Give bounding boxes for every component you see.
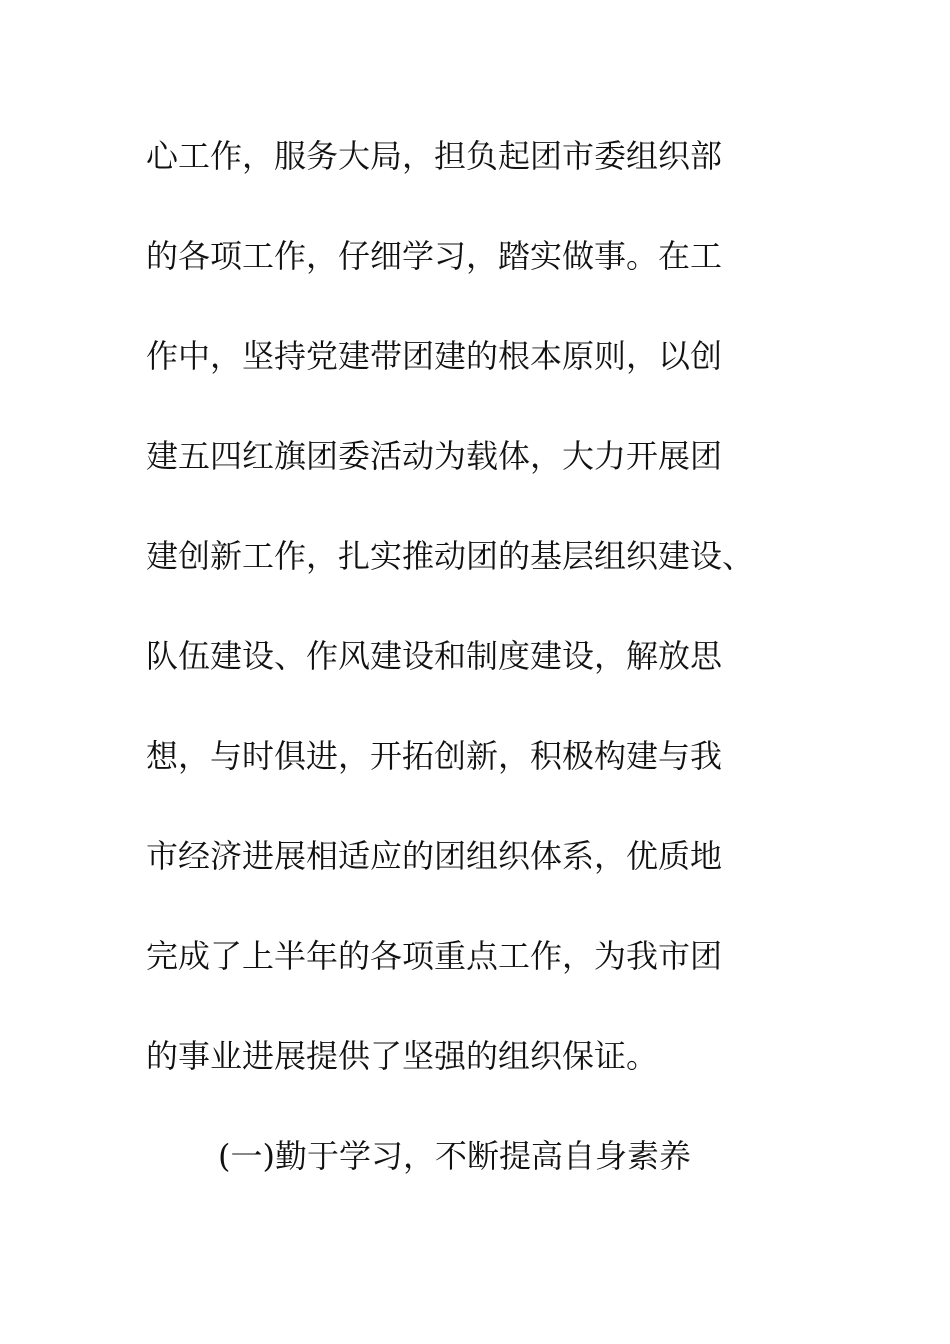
paragraph-line: 完成了上半年的各项重点工作，为我市团 bbox=[146, 937, 723, 975]
paragraph-line: 建五四红旗团委活动为载体，大力开展团 bbox=[146, 437, 723, 475]
paragraph-line: 想，与时俱进，开拓创新，积极构建与我 bbox=[146, 737, 723, 775]
paragraph-line: 的各项工作，仔细学习，踏实做事。在工 bbox=[146, 237, 723, 275]
paragraph-line: 市经济进展相适应的团组织体系，优质地 bbox=[146, 837, 723, 875]
paragraph-line: 心工作，服务大局，担负起团市委组织部 bbox=[146, 137, 723, 175]
paragraph-line: 建创新工作，扎实推动团的基层组织建设、 bbox=[146, 537, 755, 575]
section-heading: (一)勤于学习，不断提高自身素养 bbox=[218, 1137, 691, 1175]
paragraph-line: 作中，坚持党建带团建的根本原则，以创 bbox=[146, 337, 723, 375]
paragraph-line: 的事业进展提供了坚强的组织保证。 bbox=[146, 1037, 659, 1075]
paragraph-line: 队伍建设、作风建设和制度建设，解放思 bbox=[146, 637, 723, 675]
body-paragraph bbox=[146, 126, 806, 1126]
